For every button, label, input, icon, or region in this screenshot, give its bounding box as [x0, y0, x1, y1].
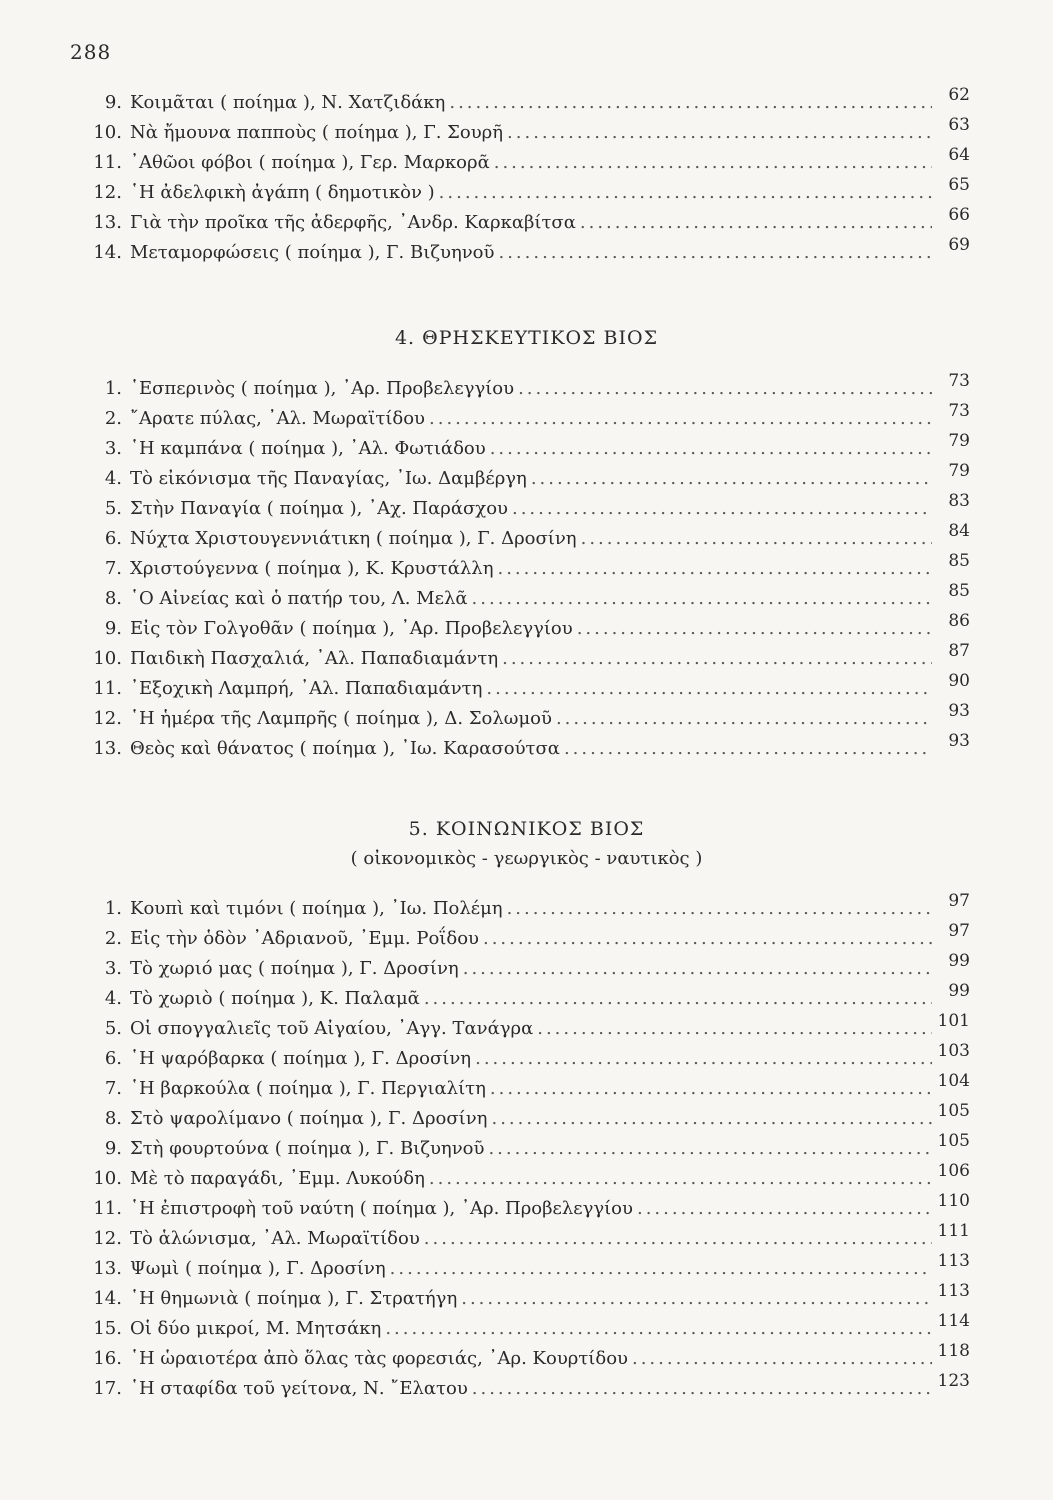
dot-leader [577, 618, 932, 639]
toc-entry-title: Μεταμορφώσεις ( ποίημα ), Γ. Βιζυηνοῦ [130, 242, 495, 263]
toc-entry [80, 951, 970, 988]
toc-entry [80, 175, 970, 212]
dot-leader [498, 242, 932, 263]
toc-entry [80, 371, 970, 408]
toc-entry-page: 101 [937, 1011, 970, 1031]
toc-entry-title: ῾Η ἐπιστροφὴ τοῦ ναύτη ( ποίημα ), ᾿Αρ. Προβελεγγίου [130, 1198, 633, 1219]
toc-entry-number: 11. [93, 152, 122, 173]
toc-entry [80, 491, 970, 528]
dot-leader [390, 1258, 932, 1279]
dot-leader [483, 928, 932, 949]
toc-entry [80, 235, 970, 272]
toc-entry-title: Νύχτα Χριστουγεννιάτικη ( ποίημα ), Γ. Δροσίνη [130, 528, 577, 549]
toc-entry [80, 431, 970, 468]
toc-entry-page: 84 [948, 521, 970, 541]
toc-entry [80, 1281, 970, 1318]
toc-entry-title: Τὸ χωριὸ ( ποίημα ), Κ. Παλαμᾶ [130, 988, 420, 1009]
toc-entry-title: ῾Η ὡραιοτέρα ἀπὸ ὅλας τὰς φορεσιάς, ᾿Αρ. Κουρτίδου [130, 1348, 628, 1369]
toc-entry-number: 17. [93, 1378, 122, 1399]
toc-entry-page: 118 [937, 1341, 970, 1361]
dot-leader [632, 1348, 932, 1369]
toc-entry-title: ῾Η βαρκούλα ( ποίημα ), Γ. Περγιαλίτη [130, 1078, 486, 1099]
toc-entry-title: ῾Η ἡμέρα τῆς Λαμπρῆς ( ποίημα ), Δ. Σολωμοῦ [130, 708, 552, 729]
dot-leader [490, 438, 932, 459]
section-3-list [80, 85, 970, 272]
toc-entry-number: 3. [104, 958, 122, 979]
section-4-list [80, 371, 970, 768]
toc-entry-title: Χριστούγεννα ( ποίημα ), Κ. Κρυστάλλη [130, 558, 494, 579]
toc-entry [80, 1191, 970, 1228]
toc-entry [80, 611, 970, 648]
dot-leader [385, 1318, 932, 1339]
toc-entry-title: ῎Αρατε πύλας, ᾿Αλ. Μωραϊτίδου [130, 408, 425, 429]
section-5-subheading: ( οἰκονομικὸς - γεωργικὸς - ναυτικὸς ) [350, 848, 703, 869]
dot-leader [556, 708, 932, 729]
toc-entry-title: ῾Η καμπάνα ( ποίημα ), ᾿Αλ. Φωτιάδου [130, 438, 486, 459]
toc-entry-title: Οἱ σπογγαλιεῖς τοῦ Αἰγαίου, ᾿Αγγ. Τανάγρα [130, 1018, 534, 1039]
toc-entry-page: 66 [948, 205, 970, 225]
dot-leader [512, 498, 932, 519]
toc-entry-number: 10. [93, 1168, 122, 1189]
toc-entry-page: 86 [948, 611, 970, 631]
dot-leader [463, 958, 932, 979]
toc-entry-number: 12. [93, 708, 122, 729]
toc-entry-number: 11. [93, 678, 122, 699]
dot-leader [637, 1198, 932, 1219]
toc-entry [80, 145, 970, 182]
toc-entry-page: 65 [948, 175, 970, 195]
dot-leader [429, 1168, 932, 1189]
toc-entry-page: 106 [937, 1161, 970, 1181]
toc-entry [80, 701, 970, 738]
toc-entry-page: 73 [948, 371, 970, 391]
toc-entry-number: 2. [104, 408, 122, 429]
toc-entry-page: 87 [948, 641, 970, 661]
toc-entry-number: 2. [104, 928, 122, 949]
toc-entry-title: Εἰς τὴν ὁδὸν ᾿Αδριανοῦ, ᾿Εμμ. Ροΐδου [130, 928, 479, 949]
toc-entry-title: ῾Η ψαρόβαρκα ( ποίημα ), Γ. Δροσίνη [130, 1048, 472, 1069]
dot-leader [537, 1018, 932, 1039]
toc-entry-page: 69 [948, 235, 970, 255]
toc-entry-page: 63 [948, 115, 970, 135]
toc-entry-number: 12. [93, 1228, 122, 1249]
toc-entry-title: Τὸ εἰκόνισμα τῆς Παναγίας, ᾿Ιω. Δαμβέργη [130, 468, 527, 489]
dot-leader [507, 122, 932, 143]
toc-entry [80, 1011, 970, 1048]
toc-entry-number: 11. [93, 1198, 122, 1219]
toc-entry-title: Κοιμᾶται ( ποίημα ), Ν. Χατζιδάκη [130, 92, 446, 113]
dot-leader [518, 378, 932, 399]
toc-entry [80, 1371, 970, 1408]
toc-entry-number: 13. [93, 212, 122, 233]
toc-entry-page: 99 [948, 981, 970, 1001]
toc-entry-page: 113 [937, 1251, 970, 1271]
toc-entry-title: ῾Η θημωνιὰ ( ποίημα ), Γ. Στρατήγη [130, 1288, 458, 1309]
dot-leader [491, 1108, 932, 1129]
toc-entry-page: 110 [937, 1191, 970, 1211]
section-5-heading: 5. ΚΟΙΝΩΝΙΚΟΣ ΒΙΟΣ [408, 818, 645, 840]
dot-leader [472, 1378, 932, 1399]
toc-entry-page: 93 [948, 701, 970, 721]
toc-entry-number: 6. [104, 528, 122, 549]
toc-entry-page: 104 [937, 1071, 970, 1091]
dot-leader [497, 558, 932, 579]
toc-entry [80, 461, 970, 498]
toc-entry-page: 114 [937, 1311, 970, 1331]
toc-entry-number: 8. [104, 588, 122, 609]
toc-entry-number: 7. [104, 558, 122, 579]
toc-entry-title: ῾Η σταφίδα τοῦ γείτονα, Ν. ῎Ελατου [130, 1378, 468, 1399]
toc-entry [80, 731, 970, 768]
toc-entry-number: 14. [93, 1288, 122, 1309]
toc-entry-page: 90 [948, 671, 970, 691]
toc-entry [80, 1221, 970, 1258]
toc-entry-page: 64 [948, 145, 970, 165]
toc-entry-number: 5. [104, 498, 122, 519]
toc-entry [80, 1161, 970, 1198]
toc-entry [80, 1251, 970, 1288]
dot-leader [581, 528, 932, 549]
toc-entry [80, 115, 970, 152]
toc-entry [80, 1101, 970, 1138]
dot-leader [580, 212, 932, 233]
dot-leader [461, 1288, 932, 1309]
toc-entry-title: Νὰ ἤμουνα παπποὺς ( ποίημα ), Γ. Σουρῆ [130, 122, 504, 143]
toc-entry-page: 73 [948, 401, 970, 421]
dot-leader [531, 468, 932, 489]
toc-entry-page: 79 [948, 431, 970, 451]
toc-entry [80, 1071, 970, 1108]
toc-entry-page: 123 [937, 1371, 970, 1391]
toc-entry-page: 97 [948, 921, 970, 941]
toc-entry [80, 671, 970, 708]
dot-leader [475, 1048, 932, 1069]
toc-entry [80, 1311, 970, 1348]
dot-leader [486, 678, 932, 699]
toc-entry-page: 79 [948, 461, 970, 481]
toc-entry-number: 5. [104, 1018, 122, 1039]
toc-entry-page: 103 [937, 1041, 970, 1061]
section-4-heading: 4. ΘΡΗΣΚΕΥΤΙΚΟΣ ΒΙΟΣ [394, 327, 659, 349]
toc-entry-title: Εἰς τὸν Γολγοθᾶν ( ποίημα ), ᾿Αρ. Προβελεγγίου [130, 618, 573, 639]
toc-entry-number: 7. [104, 1078, 122, 1099]
toc-entry-page: 85 [948, 581, 970, 601]
toc-entry-page: 113 [937, 1281, 970, 1301]
dot-leader [424, 1228, 932, 1249]
toc-entry-page: 111 [937, 1221, 970, 1241]
toc-entry-number: 9. [104, 92, 122, 113]
toc-entry-page: 99 [948, 951, 970, 971]
toc-entry-title: Μὲ τὸ παραγάδι, ᾿Εμμ. Λυκούδη [130, 1168, 425, 1189]
toc-entry-title: Παιδικὴ Πασχαλιά, ᾿Αλ. Παπαδιαμάντη [130, 648, 499, 669]
toc-entry-page: 105 [937, 1101, 970, 1121]
toc-entry-number: 16. [93, 1348, 122, 1369]
page-number: 288 [70, 40, 112, 64]
dot-leader [490, 1078, 932, 1099]
toc-entry [80, 205, 970, 242]
toc-entry-title: Γιὰ τὴν προῖκα τῆς ἀδερφῆς, ᾿Ανδρ. Καρκαβίτσα [130, 212, 576, 233]
toc-entry-title: Οἱ δύο μικροί, Μ. Μητσάκη [130, 1318, 382, 1339]
toc-entry [80, 1131, 970, 1168]
toc-entry [80, 921, 970, 958]
toc-entry-number: 9. [104, 618, 122, 639]
toc-entry-number: 1. [104, 898, 122, 919]
toc-entry-title: ᾿Αθῶοι φόβοι ( ποίημα ), Γερ. Μαρκορᾶ [130, 152, 490, 173]
dot-leader [424, 988, 932, 1009]
dot-leader [439, 182, 932, 203]
toc-entry-title: ῾Ο Αἰνείας καὶ ὁ πατήρ του, Λ. Μελᾶ [130, 588, 468, 609]
toc-entry-number: 3. [104, 438, 122, 459]
toc-entry-number: 13. [93, 1258, 122, 1279]
toc-entry-number: 6. [104, 1048, 122, 1069]
toc-entry [80, 521, 970, 558]
toc-entry-number: 9. [104, 1138, 122, 1159]
toc-entry-title: Στὸ ψαρολίμανο ( ποίημα ), Γ. Δροσίνη [130, 1108, 488, 1129]
toc-entry-title: Στὴ φουρτούνα ( ποίημα ), Γ. Βιζυηνοῦ [130, 1138, 485, 1159]
section-5-list [80, 891, 970, 1408]
dot-leader [494, 152, 932, 173]
toc-entry [80, 401, 970, 438]
toc-entry-title: Ψωμὶ ( ποίημα ), Γ. Δροσίνη [130, 1258, 386, 1279]
toc-entry-title: ῾Εσπερινὸς ( ποίημα ), ᾿Αρ. Προβελεγγίου [130, 378, 515, 399]
toc-entry-title: Θεὸς καὶ θάνατος ( ποίημα ), ᾿Ιω. Καρασούτσα [130, 738, 560, 759]
toc-entry-page: 97 [948, 891, 970, 911]
toc-entry-title: Τὸ ἁλώνισμα, ᾿Αλ. Μωραϊτίδου [130, 1228, 420, 1249]
toc-entry-number: 13. [93, 738, 122, 759]
toc-entry-page: 83 [948, 491, 970, 511]
toc-entry-number: 10. [93, 648, 122, 669]
toc-entry-number: 15. [93, 1318, 122, 1339]
toc-entry-number: 4. [104, 468, 122, 489]
toc-entry [80, 1341, 970, 1378]
toc-entry [80, 581, 970, 618]
toc-entry [80, 551, 970, 588]
toc-entry-number: 4. [104, 988, 122, 1009]
toc-entry [80, 641, 970, 678]
toc-entry-title: Στὴν Παναγία ( ποίημα ), ᾿Αχ. Παράσχου [130, 498, 508, 519]
toc-entry-title: ῾Η ἀδελφικὴ ἀγάπη ( δημοτικὸν ) [130, 182, 435, 203]
toc-entry-title: Κουπὶ καὶ τιμόνι ( ποίημα ), ᾿Ιω. Πολέμη [130, 898, 503, 919]
toc-entry [80, 1041, 970, 1078]
toc-entry-number: 10. [93, 122, 122, 143]
toc-entry [80, 981, 970, 1018]
toc-entry-page: 85 [948, 551, 970, 571]
dot-leader [502, 648, 932, 669]
toc-entry-number: 14. [93, 242, 122, 263]
dot-leader [488, 1138, 932, 1159]
toc-entry-title: Τὸ χωριό μας ( ποίημα ), Γ. Δροσίνη [130, 958, 459, 979]
toc-entry-title: ᾿Εξοχικὴ Λαμπρή, ᾿Αλ. Παπαδιαμάντη [130, 678, 483, 699]
dot-leader [429, 408, 932, 429]
toc-entry-number: 12. [93, 182, 122, 203]
toc-entry [80, 891, 970, 928]
toc-entry-page: 62 [948, 85, 970, 105]
dot-leader [449, 92, 932, 113]
dot-leader [564, 738, 932, 759]
toc-entry-page: 105 [937, 1131, 970, 1151]
dot-leader [472, 588, 932, 609]
toc-entry-number: 1. [104, 378, 122, 399]
toc-entry-number: 8. [104, 1108, 122, 1129]
dot-leader [507, 898, 932, 919]
toc-entry [80, 85, 970, 122]
toc-entry-page: 93 [948, 731, 970, 751]
